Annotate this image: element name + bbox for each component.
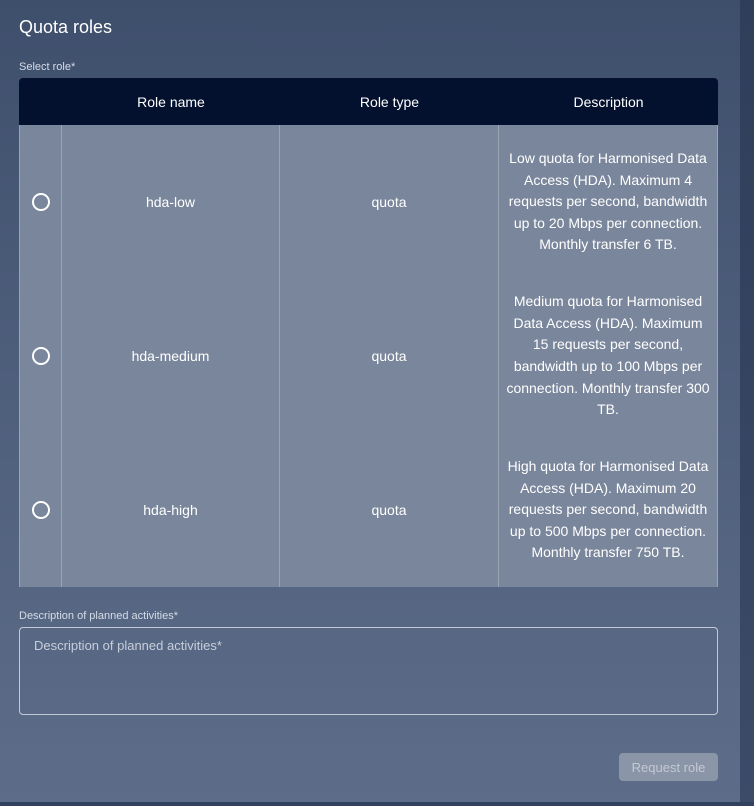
table-row[interactable] [19,279,718,433]
row-select-cell[interactable] [20,433,62,587]
roles-table [19,78,718,587]
radio-button[interactable] [32,347,50,365]
panel-bottom-edge [0,802,754,806]
header-role-type: Role type [359,93,420,110]
page-title: Quota roles [19,17,113,37]
role-type-cell: quota [280,433,499,587]
table-row[interactable] [19,125,718,279]
role-name-cell: hda-low [62,125,280,279]
role-name-cell: hda-high [62,433,280,587]
role-type-cell: quota [280,125,499,279]
table-row[interactable] [19,433,718,587]
activities-label: Description of planned activities* [19,610,178,622]
activities-field[interactable] [19,627,718,715]
radio-button[interactable] [32,193,50,211]
activities-textarea[interactable] [20,628,717,714]
description-cell: Medium quota for Harmonised Data Access (HDA). Maximum 15 requests per second, bandwidth up to 100 Mbps per connection. Monthly transfer 300 TB. [506,293,710,418]
header-description: Description [573,93,644,110]
radio-button[interactable] [32,501,50,519]
select-role-label: Select role* [19,61,76,73]
row-select-cell[interactable] [20,125,62,279]
request-role-button[interactable]: Request role [619,753,718,781]
scrollbar-track[interactable] [740,0,754,806]
header-role-name: Role name [137,93,205,110]
description-cell: Low quota for Harmonised Data Access (HDA). Maximum 4 requests per second, bandwidth up to 20 Mbps per connection. Monthly transfer 6 TB. [508,150,708,253]
row-select-cell[interactable] [20,279,62,433]
table-header [19,78,718,125]
role-type-cell: quota [280,279,499,433]
role-name-cell: hda-medium [62,279,280,433]
description-cell: High quota for Harmonised Data Access (HDA). Maximum 20 requests per second, bandwidth up to 500 Mbps per connection. Monthly transfer 750 TB. [507,458,709,561]
